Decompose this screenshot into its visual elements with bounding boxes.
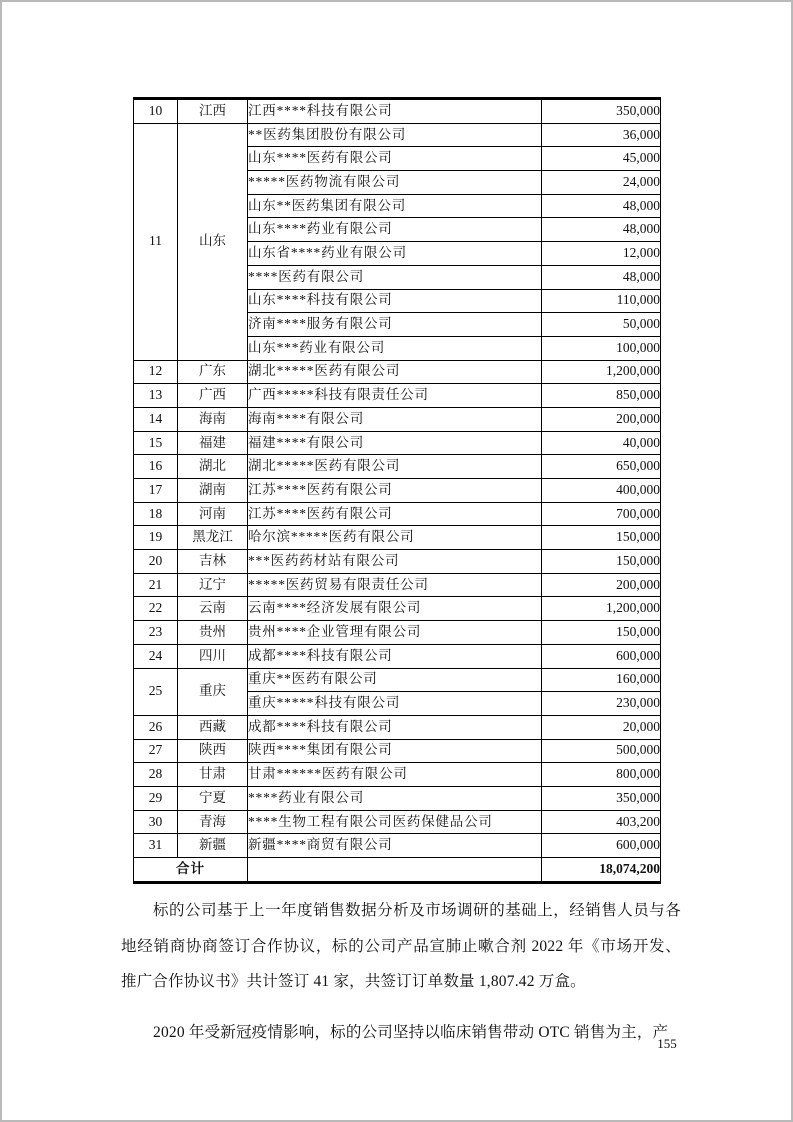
- table-row: [134, 573, 661, 597]
- row-number-cell: 15: [134, 431, 178, 455]
- amount-cell: 48,000: [542, 218, 661, 242]
- body-text: [121, 893, 681, 1065]
- table-row: [134, 550, 661, 574]
- province-cell: 广西: [178, 384, 248, 408]
- table-row: [134, 739, 661, 763]
- total-amount: 18,074,200: [542, 858, 661, 883]
- province-cell: 西藏: [178, 715, 248, 739]
- amount-cell: 160,000: [542, 668, 661, 692]
- province-cell: 青海: [178, 810, 248, 834]
- province-cell: 福建: [178, 431, 248, 455]
- paragraph-line: 2020 年受新冠疫情影响，标的公司坚持以临床销售带动 OTC 销售为主，产: [153, 1023, 669, 1041]
- table-row: [134, 360, 661, 384]
- table-row: [134, 99, 661, 124]
- amount-cell: 850,000: [542, 384, 661, 408]
- company-cell: 湖北*****医药有限公司: [248, 455, 542, 479]
- company-cell: 贵州****企业管理有限公司: [248, 621, 542, 645]
- table-row: [134, 644, 661, 668]
- province-cell: 重庆: [178, 668, 248, 715]
- row-number-cell: 27: [134, 739, 178, 763]
- province-cell: 四川: [178, 644, 248, 668]
- total-label: 合计: [134, 858, 248, 883]
- amount-cell: 200,000: [542, 407, 661, 431]
- company-cell: 山东****医药有限公司: [248, 147, 542, 171]
- row-number-cell: 29: [134, 786, 178, 810]
- company-cell: 成都****科技有限公司: [248, 644, 542, 668]
- row-number-cell: 28: [134, 763, 178, 787]
- row-number-cell: 14: [134, 407, 178, 431]
- amount-cell: 350,000: [542, 99, 661, 124]
- table-row: [134, 715, 661, 739]
- province-cell: 吉林: [178, 550, 248, 574]
- table-row: [134, 526, 661, 550]
- province-cell: 云南: [178, 597, 248, 621]
- row-number-cell: 18: [134, 502, 178, 526]
- row-number-cell: 25: [134, 668, 178, 715]
- company-cell: 成都****科技有限公司: [248, 715, 542, 739]
- table-row: [134, 502, 661, 526]
- company-cell: 甘肃******医药有限公司: [248, 763, 542, 787]
- table-row: [134, 431, 661, 455]
- paragraph-line: 推广合作协议书》共计签订 41 家，共签订订单数量 1,807.42 万盒。: [121, 973, 586, 991]
- table-row: [134, 786, 661, 810]
- amount-cell: 48,000: [542, 265, 661, 289]
- company-cell: 重庆**医药有限公司: [248, 668, 542, 692]
- row-number-cell: 13: [134, 384, 178, 408]
- row-number-cell: 17: [134, 479, 178, 503]
- row-number-cell: 19: [134, 526, 178, 550]
- company-cell: ****药业有限公司: [248, 786, 542, 810]
- company-cell: *****医药贸易有限责任公司: [248, 573, 542, 597]
- sales-table-body: [134, 99, 661, 858]
- table-row: [134, 810, 661, 834]
- province-cell: 宁夏: [178, 786, 248, 810]
- amount-cell: 150,000: [542, 526, 661, 550]
- amount-cell: 230,000: [542, 692, 661, 716]
- amount-cell: 12,000: [542, 242, 661, 266]
- table-row: [134, 834, 661, 858]
- company-cell: ***医药药材站有限公司: [248, 550, 542, 574]
- company-cell: 山东****药业有限公司: [248, 218, 542, 242]
- table-row: [134, 597, 661, 621]
- amount-cell: 150,000: [542, 550, 661, 574]
- province-cell: 江西: [178, 99, 248, 124]
- company-cell: 山东***药业有限公司: [248, 336, 542, 360]
- province-cell: 海南: [178, 407, 248, 431]
- row-number-cell: 20: [134, 550, 178, 574]
- province-cell: 山东: [178, 123, 248, 360]
- paragraph-line: 标的公司基于上一年度销售数据分析及市场调研的基础上，经销售人员与各: [153, 902, 681, 919]
- amount-cell: 400,000: [542, 479, 661, 503]
- amount-cell: 45,000: [542, 147, 661, 171]
- amount-cell: 50,000: [542, 313, 661, 337]
- amount-cell: 48,000: [542, 194, 661, 218]
- company-cell: 福建****有限公司: [248, 431, 542, 455]
- company-cell: ****医药有限公司: [248, 265, 542, 289]
- company-cell: 云南****经济发展有限公司: [248, 597, 542, 621]
- province-cell: 河南: [178, 502, 248, 526]
- company-cell: 济南****服务有限公司: [248, 313, 542, 337]
- company-cell: ****生物工程有限公司医药保健品公司: [248, 810, 542, 834]
- province-cell: 甘肃: [178, 763, 248, 787]
- amount-cell: 650,000: [542, 455, 661, 479]
- company-cell: 哈尔滨*****医药有限公司: [248, 526, 542, 550]
- amount-cell: 100,000: [542, 336, 661, 360]
- distributor-order-table: [133, 97, 661, 884]
- company-cell: 江西****科技有限公司: [248, 99, 542, 124]
- amount-cell: 1,200,000: [542, 360, 661, 384]
- table-row: [134, 763, 661, 787]
- amount-cell: 20,000: [542, 715, 661, 739]
- row-number-cell: 10: [134, 99, 178, 124]
- table-row: [134, 384, 661, 408]
- amount-cell: 200,000: [542, 573, 661, 597]
- total-company-cell-empty: [248, 858, 542, 883]
- row-number-cell: 31: [134, 834, 178, 858]
- amount-cell: 403,200: [542, 810, 661, 834]
- amount-cell: 500,000: [542, 739, 661, 763]
- company-cell: 江苏****医药有限公司: [248, 479, 542, 503]
- province-cell: 湖南: [178, 479, 248, 503]
- amount-cell: 800,000: [542, 763, 661, 787]
- amount-cell: 700,000: [542, 502, 661, 526]
- row-number-cell: 16: [134, 455, 178, 479]
- company-cell: 广西*****科技有限责任公司: [248, 384, 542, 408]
- company-cell: 山东**医药集团有限公司: [248, 194, 542, 218]
- paragraph-line: 地经销商协商签订合作协议，标的公司产品宣肺止嗽合剂 2022 年《市场开发、: [121, 937, 681, 955]
- company-cell: 重庆*****科技有限公司: [248, 692, 542, 716]
- table-row: [134, 621, 661, 645]
- amount-cell: 1,200,000: [542, 597, 661, 621]
- amount-cell: 350,000: [542, 786, 661, 810]
- province-cell: 贵州: [178, 621, 248, 645]
- page-number: 155: [657, 1036, 677, 1051]
- company-cell: 山东****科技有限公司: [248, 289, 542, 313]
- amount-cell: 600,000: [542, 834, 661, 858]
- province-cell: 陕西: [178, 739, 248, 763]
- table-row: [134, 668, 661, 692]
- company-cell: 海南****有限公司: [248, 407, 542, 431]
- row-number-cell: 21: [134, 573, 178, 597]
- amount-cell: 40,000: [542, 431, 661, 455]
- province-cell: 黑龙江: [178, 526, 248, 550]
- table-total-row: [134, 858, 661, 883]
- province-cell: 新疆: [178, 834, 248, 858]
- province-cell: 广东: [178, 360, 248, 384]
- row-number-cell: 11: [134, 123, 178, 360]
- company-cell: **医药集团股份有限公司: [248, 123, 542, 147]
- province-cell: 辽宁: [178, 573, 248, 597]
- row-number-cell: 22: [134, 597, 178, 621]
- company-cell: 陕西****集团有限公司: [248, 739, 542, 763]
- row-number-cell: 23: [134, 621, 178, 645]
- company-cell: 江苏****医药有限公司: [248, 502, 542, 526]
- amount-cell: 36,000: [542, 123, 661, 147]
- table-row: [134, 407, 661, 431]
- paragraph: [121, 893, 681, 1000]
- company-cell: 湖北*****医药有限公司: [248, 360, 542, 384]
- table-row: [134, 123, 661, 147]
- province-cell: 湖北: [178, 455, 248, 479]
- amount-cell: 600,000: [542, 644, 661, 668]
- amount-cell: 24,000: [542, 171, 661, 195]
- paragraph: [121, 1015, 681, 1051]
- row-number-cell: 12: [134, 360, 178, 384]
- table-row: [134, 479, 661, 503]
- row-number-cell: 30: [134, 810, 178, 834]
- company-cell: 新疆****商贸有限公司: [248, 834, 542, 858]
- table-row: [134, 455, 661, 479]
- row-number-cell: 24: [134, 644, 178, 668]
- company-cell: *****医药物流有限公司: [248, 171, 542, 195]
- company-cell: 山东省****药业有限公司: [248, 242, 542, 266]
- amount-cell: 110,000: [542, 289, 661, 313]
- amount-cell: 150,000: [542, 621, 661, 645]
- row-number-cell: 26: [134, 715, 178, 739]
